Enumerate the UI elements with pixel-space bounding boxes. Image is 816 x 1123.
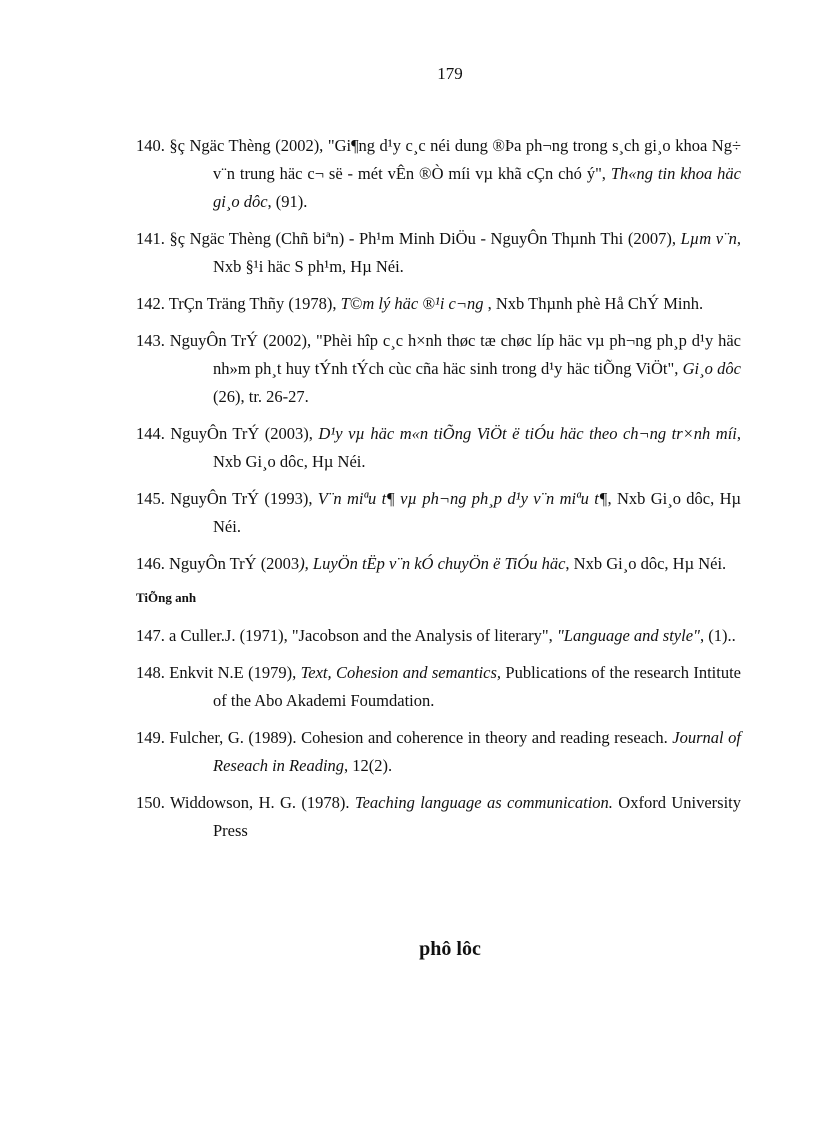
reference-number: 149.: [136, 728, 165, 747]
reference-text-end: (26), tr. 26-27.: [213, 387, 309, 406]
reference-number: 150.: [136, 793, 165, 812]
reference-title: Journal of Reseach in Reading: [213, 728, 742, 775]
reference-text: NguyÔn TrÝ (2003: [169, 554, 300, 573]
reference-list: [136, 132, 741, 854]
reference-text-end: , Nxb Gi¸o dôc, Hµ Néi.: [565, 554, 727, 573]
reference-text-end: , (1)..: [699, 626, 736, 645]
reference-text: a Culler.J. (1971), "Jacobson and the Analysis of literary",: [169, 626, 557, 645]
vietnamese-references: [136, 132, 741, 578]
reference-title: ), LuyÖn tËp v¨n kÓ chuyÖn ë TiÓu häc: [299, 554, 566, 573]
reference-title: Text, Cohesion and semantics,: [300, 663, 502, 682]
reference-entry: [136, 225, 741, 281]
reference-entry: [136, 290, 741, 318]
reference-entry: [136, 132, 741, 216]
reference-entry: [136, 724, 741, 780]
reference-entry: [136, 485, 741, 541]
reference-title: "Language and style": [556, 626, 700, 645]
reference-text: TrÇn Träng Thñy (1978),: [168, 294, 341, 313]
reference-entry: [136, 659, 741, 715]
reference-number: 144.: [136, 424, 165, 443]
reference-text: NguyÔn TrÝ (2003),: [170, 424, 319, 443]
reference-title: D¹y vµ häc m«n tiÕng ViÖt ë tiÓu häc theo ch¬ng tr×nh míi: [318, 424, 737, 443]
reference-number: 148.: [136, 663, 165, 682]
reference-text: Enkvit N.E (1979),: [169, 663, 301, 682]
reference-text-end: , Nxb Gi¸o dôc, Hµ Néi.: [213, 424, 742, 471]
reference-number: 141.: [136, 229, 165, 248]
reference-entry: [136, 550, 741, 578]
reference-text-end: Publications of the research Intitute of the Abo Akademi Foumdation.: [213, 663, 741, 710]
reference-title: T©m lý häc ®¹i c¬ng: [340, 294, 484, 313]
page-number: 179: [437, 64, 463, 83]
reference-number: 146.: [136, 554, 165, 573]
reference-number: 142.: [136, 294, 165, 313]
reference-text: §ç Ngäc Thèng (Chñ biªn) - Ph¹m Minh DiÖu - NguyÔn Thµnh Thi (2007),: [169, 229, 681, 248]
reference-text: NguyÔn TrÝ (1993),: [170, 489, 318, 508]
reference-text-end: Oxford University Press: [213, 793, 742, 840]
reference-title: Lµm v¨n: [680, 229, 737, 248]
reference-text-end: , 12(2).: [344, 756, 393, 775]
appendix-heading: phô lôc: [419, 938, 481, 960]
reference-text: §ç Ngäc Thèng (2002), "Gi¶ng d¹y c¸c néi dung ®Þa ph¬ng trong s¸ch gi¸o khoa Ng÷ v¨n trung häc c¬ së - mét vÊn ®Ò míi vµ khã cÇn chó ý",: [169, 136, 742, 183]
reference-entry: [136, 622, 741, 650]
reference-text: Widdowson, H. G. (1978).: [169, 793, 355, 812]
reference-entry: [136, 327, 741, 411]
reference-text-end: , (91).: [267, 192, 308, 211]
reference-text: NguyÔn TrÝ (2002), "Phèi hîp c¸c h×nh thøc tæ chøc líp häc vµ ph¬ng ph¸p d¹y häc nh»m ph¸t huy tÝnh tÝch cùc cña häc sinh trong d¹y häc tiÕng ViÖt",: [169, 331, 741, 378]
reference-number: 145.: [136, 489, 165, 508]
reference-entry: [136, 789, 741, 845]
reference-number: 140.: [136, 136, 165, 155]
reference-number: 143.: [136, 331, 165, 350]
reference-title: Th«ng tin khoa häc gi¸o dôc: [213, 164, 741, 211]
reference-text-end: , Nxb §¹i häc S ph¹m, Hµ Néi.: [213, 229, 741, 276]
reference-text-end: , Nxb Thµnh phè Hå ChÝ Minh.: [483, 294, 704, 313]
section-heading-english: TiÕng anh: [136, 590, 197, 605]
reference-text: Fulcher, G. (1989). Cohesion and coherence in theory and reading reseach.: [169, 728, 673, 747]
reference-text-end: , Nxb Gi¸o dôc, Hµ Néi.: [213, 489, 741, 536]
reference-title: Teaching language as communication.: [354, 793, 613, 812]
english-references: [136, 622, 741, 845]
reference-entry: [136, 420, 741, 476]
reference-number: 147.: [136, 626, 165, 645]
reference-title: V¨n miªu t¶ vµ ph¬ng ph¸p d¹y v¨n miªu t¶: [317, 489, 608, 508]
reference-title: Gi¸o dôc: [682, 359, 741, 378]
